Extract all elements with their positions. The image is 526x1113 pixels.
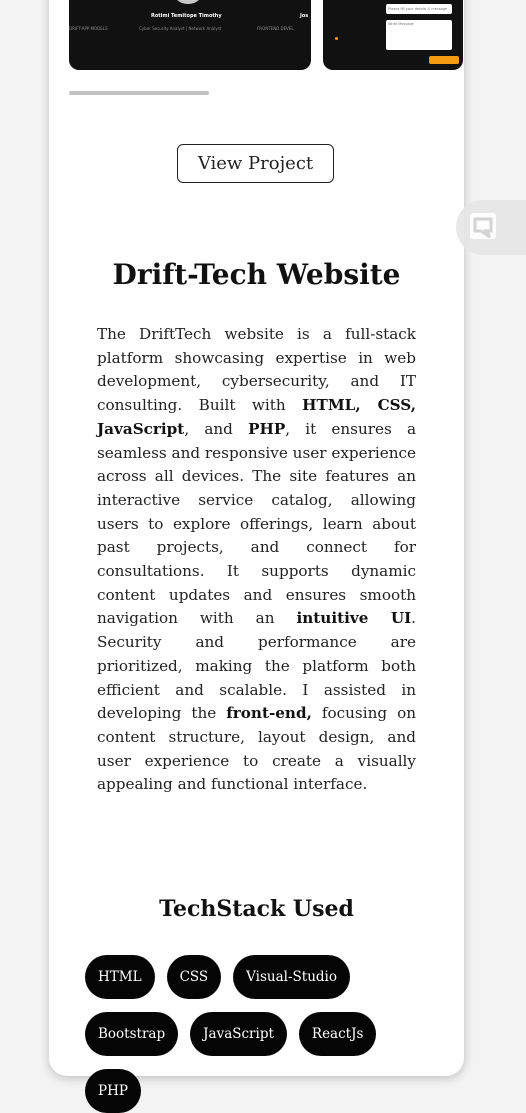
team-member-name: Rotimi Temitope Timothy: [151, 13, 222, 19]
tech-pill-css: CSS: [167, 955, 222, 999]
tech-pill-javascript: JavaScript: [190, 1012, 287, 1056]
carousel-scrollbar[interactable]: [69, 91, 209, 95]
team-member-role: FRONTEND DEVEL: [257, 26, 294, 31]
contact-send-button: [429, 56, 459, 64]
tech-pill-php: PHP: [85, 1069, 141, 1113]
decorative-dot: [335, 37, 338, 40]
project-description: The DriftTech website is a full-stack platform showcasing expertise in web development, cybersecurity, and IT consulting. Built with HTML, CSS, JavaScript, and PHP, it ensures a seamless and responsive user experience across all devices. The site features an interactive service catalog, allowing users to explore offerings, learn about past projects, and connect for consultations. It supports dynamic content updates and ensures smooth navigation with an intuitive UI. Security and performance are prioritized, making the platform both efficient and scalable. I assisted in developing the front-end, focusing on content structure, layout design, and user experience to create a visually appealing and functional interface.: [97, 325, 416, 794]
team-member-name: Jos: [300, 13, 309, 19]
contact-details-field: Please fill your details & message: [386, 4, 452, 14]
tech-pill-reactjs: ReactJs: [299, 1012, 377, 1056]
view-project-button[interactable]: View Project: [177, 144, 334, 183]
carousel-slide-contact-form[interactable]: [323, 0, 463, 70]
carousel-slide-team[interactable]: [69, 0, 311, 70]
chat-widget-icon: [468, 211, 498, 245]
floating-chat-widget[interactable]: [456, 200, 526, 255]
project-image-carousel[interactable]: [69, 0, 448, 72]
project-title: Drift-Tech Website: [112, 258, 401, 291]
tech-pill-bootstrap: Bootstrap: [85, 1012, 178, 1056]
team-member-role: Cyber Security Analyst | Network Analyst: [139, 26, 222, 31]
techstack-list: [85, 955, 435, 1113]
team-member-role: DRIFT-APP MODELS: [69, 26, 108, 31]
tech-pill-visual-studio: Visual-Studio: [233, 955, 350, 999]
team-member-avatar: [173, 0, 203, 4]
techstack-title: TechStack Used: [159, 896, 354, 922]
project-card: [49, 0, 464, 1099]
contact-message-field: Write Message: [386, 20, 452, 50]
tech-pill-html: HTML: [85, 955, 155, 999]
